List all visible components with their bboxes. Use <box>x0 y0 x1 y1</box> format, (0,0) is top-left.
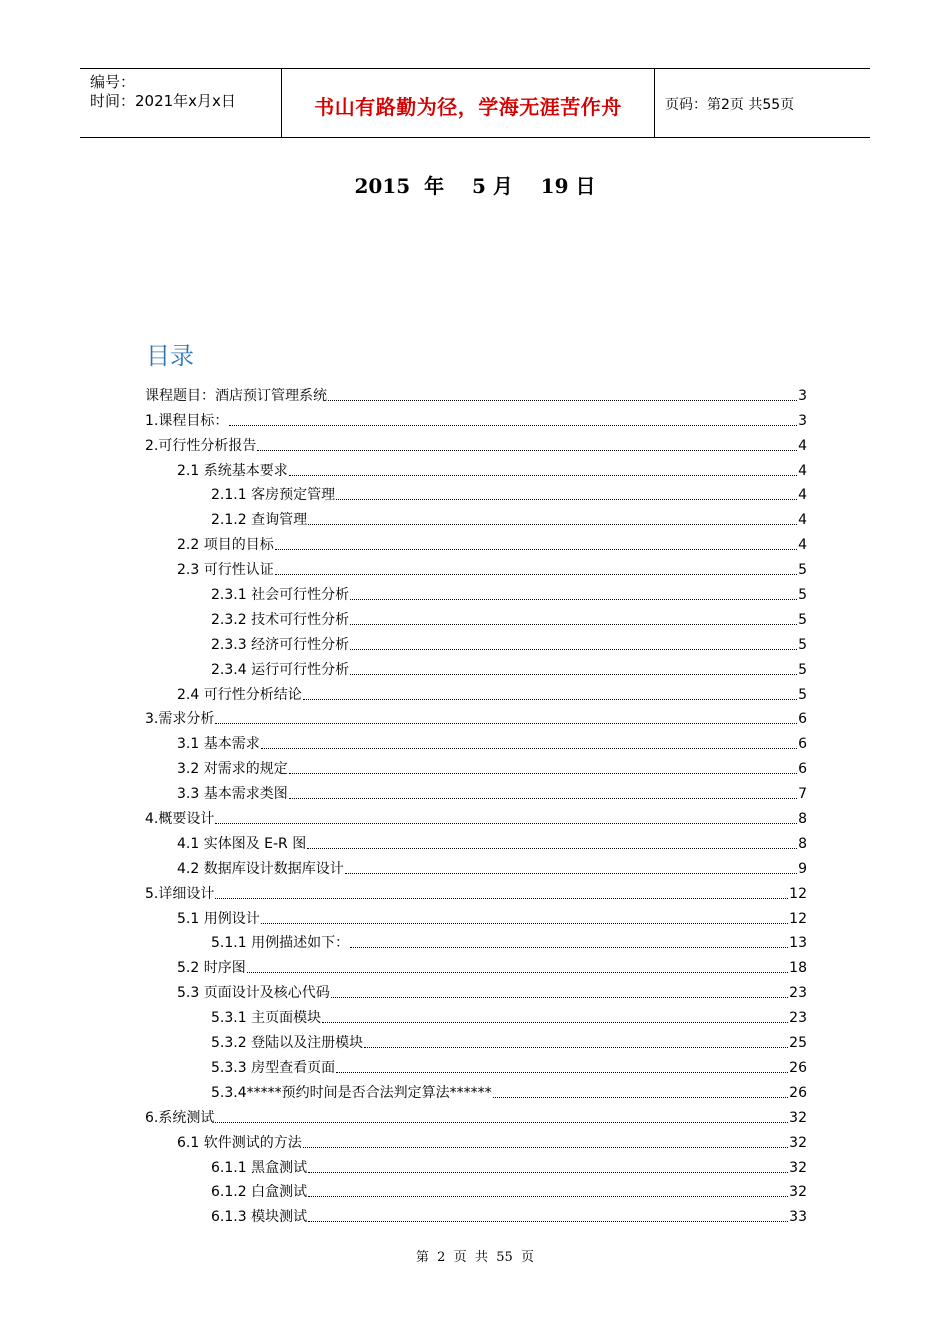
toc-entry[interactable] <box>145 1152 807 1177</box>
toc-entry[interactable] <box>145 1002 807 1027</box>
toc-entry[interactable] <box>145 704 807 729</box>
toc-entry[interactable] <box>145 1027 807 1052</box>
toc-leader-dots <box>308 1221 788 1222</box>
toc-leader-dots <box>364 1047 788 1048</box>
toc-entry-page: 23 <box>789 1010 807 1027</box>
toc-entry[interactable] <box>145 504 807 529</box>
toc-entry-label: 5.3.4*****预约时间是否合法判定算法****** <box>211 1084 492 1101</box>
toc-entry-label: 2.3.2 技术可行性分析 <box>211 611 350 628</box>
toc-entry[interactable] <box>145 529 807 554</box>
toc-entry[interactable] <box>145 977 807 1002</box>
toc-entry-label: 5.3.2 登陆以及注册模块 <box>211 1035 364 1052</box>
toc-leader-dots <box>275 574 797 575</box>
toc-entry[interactable] <box>145 380 807 405</box>
toc-leader-dots <box>215 823 797 824</box>
toc-entry-label: 3.3 基本需求类图 <box>177 786 288 803</box>
toc-entry-page: 32 <box>789 1159 807 1176</box>
toc-leader-dots <box>275 549 797 550</box>
toc-leader-dots <box>331 997 788 998</box>
toc-entry-label: 2.可行性分析报告 <box>145 437 257 454</box>
id-label: 编号： <box>90 73 136 91</box>
toc-entry[interactable] <box>145 679 807 704</box>
toc-leader-dots <box>215 1122 788 1123</box>
toc-leader-dots <box>308 1196 788 1197</box>
toc-leader-dots <box>350 947 788 948</box>
toc-leader-dots <box>328 400 797 401</box>
toc-entry-page: 6 <box>798 761 807 778</box>
header-meta <box>80 69 282 137</box>
toc-entry[interactable] <box>145 579 807 604</box>
toc-entry-page: 32 <box>789 1109 807 1126</box>
toc-entry-label: 2.3.1 社会可行性分析 <box>211 587 350 604</box>
toc-entry[interactable] <box>145 1177 807 1202</box>
toc-entry[interactable] <box>145 778 807 803</box>
header-page-cell <box>655 69 870 137</box>
toc-entry-label: 6.1 软件测试的方法 <box>177 1134 302 1151</box>
toc-entry-page: 5 <box>798 611 807 628</box>
toc-entry-label: 5.详细设计 <box>145 885 215 902</box>
toc-entry-page: 26 <box>789 1059 807 1076</box>
toc-entry-page: 26 <box>789 1084 807 1101</box>
motto-text: 书山有路勤为径，学海无涯苦作舟 <box>314 94 622 119</box>
toc-entry-page: 12 <box>789 885 807 902</box>
toc-leader-dots <box>350 624 797 625</box>
toc-entry-page: 32 <box>789 1184 807 1201</box>
toc-entry[interactable] <box>145 629 807 654</box>
toc-entry-page: 3 <box>798 387 807 404</box>
toc-entry-page: 25 <box>789 1035 807 1052</box>
toc-entry[interactable] <box>145 604 807 629</box>
toc-leader-dots <box>307 848 797 849</box>
toc-entry-page: 5 <box>798 636 807 653</box>
time-label: 时间：2021年x月x日 <box>90 92 236 110</box>
toc-entry-label: 4.2 数据库设计数据库设计 <box>177 860 344 877</box>
toc-entry-page: 4 <box>798 462 807 479</box>
toc-leader-dots <box>289 475 797 476</box>
toc-entry-page: 6 <box>798 711 807 728</box>
toc-entry-label: 2.2 项目的目标 <box>177 537 274 554</box>
toc-entry-label: 4.概要设计 <box>145 811 215 828</box>
toc-leader-dots <box>350 674 797 675</box>
toc-entry-label: 3.1 基本需求 <box>177 736 260 753</box>
toc-title: 目录 <box>146 342 194 370</box>
toc-leader-dots <box>261 923 788 924</box>
toc-entry-page: 7 <box>798 786 807 803</box>
table-of-contents <box>145 380 807 1226</box>
toc-entry[interactable] <box>145 803 807 828</box>
toc-entry[interactable] <box>145 903 807 928</box>
toc-entry[interactable] <box>145 455 807 480</box>
toc-entry-page: 8 <box>798 811 807 828</box>
toc-entry-label: 3.需求分析 <box>145 711 215 728</box>
toc-entry-label: 5.1.1 用例描述如下： <box>211 935 350 952</box>
toc-entry-label: 2.3 可行性认证 <box>177 562 274 579</box>
toc-entry-page: 18 <box>789 960 807 977</box>
toc-entry[interactable] <box>145 828 807 853</box>
toc-leader-dots <box>308 524 797 525</box>
toc-leader-dots <box>215 723 797 724</box>
toc-entry-label: 6.系统测试 <box>145 1109 215 1126</box>
toc-entry-label: 3.2 对需求的规定 <box>177 761 288 778</box>
toc-entry-page: 5 <box>798 661 807 678</box>
toc-entry[interactable] <box>145 554 807 579</box>
toc-entry[interactable] <box>145 654 807 679</box>
toc-entry-page: 12 <box>789 910 807 927</box>
toc-leader-dots <box>257 450 797 451</box>
toc-entry-label: 6.1.2 白盒测试 <box>211 1184 308 1201</box>
toc-entry[interactable] <box>145 480 807 505</box>
toc-entry-label: 2.4 可行性分析结论 <box>177 686 302 703</box>
document-date: 2015 年 5 月 19 日 <box>354 174 596 198</box>
toc-leader-dots <box>345 873 797 874</box>
toc-leader-dots <box>303 1147 788 1148</box>
toc-entry-page: 5 <box>798 686 807 703</box>
toc-leader-dots <box>336 1072 788 1073</box>
toc-entry[interactable] <box>145 1127 807 1152</box>
toc-entry-label: 1.课程目标： <box>145 412 229 429</box>
toc-entry[interactable] <box>145 753 807 778</box>
toc-leader-dots <box>308 1172 788 1173</box>
toc-leader-dots <box>247 972 788 973</box>
toc-entry-page: 4 <box>798 512 807 529</box>
toc-entry-page: 5 <box>798 587 807 604</box>
toc-leader-dots <box>350 599 797 600</box>
toc-entry-label: 5.3 页面设计及核心代码 <box>177 985 330 1002</box>
toc-entry-label: 6.1.3 模块测试 <box>211 1209 308 1226</box>
toc-entry-page: 5 <box>798 562 807 579</box>
toc-leader-dots <box>322 1022 788 1023</box>
toc-entry[interactable] <box>145 952 807 977</box>
toc-entry-page: 8 <box>798 835 807 852</box>
toc-entry-label: 5.1 用例设计 <box>177 910 260 927</box>
header-motto-cell <box>282 69 655 137</box>
toc-entry-label: 2.3.3 经济可行性分析 <box>211 636 350 653</box>
toc-entry[interactable] <box>145 853 807 878</box>
toc-entry[interactable] <box>145 1102 807 1127</box>
toc-entry[interactable] <box>145 1077 807 1102</box>
toc-entry-label: 5.3.3 房型查看页面 <box>211 1059 336 1076</box>
toc-entry-label: 5.3.1 主页面模块 <box>211 1010 322 1027</box>
toc-entry-page: 13 <box>789 935 807 952</box>
toc-entry-page: 4 <box>798 437 807 454</box>
toc-leader-dots <box>336 499 797 500</box>
toc-entry-label: 2.1.2 查询管理 <box>211 512 308 529</box>
toc-leader-dots <box>303 699 797 700</box>
toc-entry[interactable] <box>145 728 807 753</box>
toc-leader-dots <box>289 798 797 799</box>
toc-entry-page: 3 <box>798 412 807 429</box>
page-header <box>80 68 870 138</box>
toc-entry-page: 32 <box>789 1134 807 1151</box>
toc-entry[interactable] <box>145 430 807 455</box>
toc-entry-label: 2.3.4 运行可行性分析 <box>211 661 350 678</box>
page-footer: 第 2 页 共 55 页 <box>415 1250 535 1265</box>
toc-leader-dots <box>493 1097 789 1098</box>
toc-entry[interactable] <box>145 928 807 953</box>
toc-entry-page: 23 <box>789 985 807 1002</box>
toc-entry[interactable] <box>145 405 807 430</box>
toc-entry-label: 2.1.1 客房预定管理 <box>211 487 336 504</box>
toc-leader-dots <box>215 898 788 899</box>
toc-entry[interactable] <box>145 1052 807 1077</box>
toc-entry-page: 9 <box>798 860 807 877</box>
toc-entry-label: 4.1 实体图及 E-R 图 <box>177 835 307 852</box>
toc-leader-dots <box>261 748 797 749</box>
toc-leader-dots <box>289 773 797 774</box>
toc-entry-label: 2.1 系统基本要求 <box>177 462 288 479</box>
toc-entry-label: 6.1.1 黑盒测试 <box>211 1159 308 1176</box>
toc-entry-label: 课程题目：酒店预订管理系统 <box>145 387 327 404</box>
toc-leader-dots <box>229 425 797 426</box>
toc-entry-page: 33 <box>789 1209 807 1226</box>
toc-entry-page: 4 <box>798 487 807 504</box>
toc-entry-label: 5.2 时序图 <box>177 960 246 977</box>
page-label: 页码：第2页 共55页 <box>665 97 795 113</box>
toc-entry[interactable] <box>145 878 807 903</box>
toc-entry[interactable] <box>145 1201 807 1226</box>
toc-entry-page: 6 <box>798 736 807 753</box>
toc-leader-dots <box>350 649 797 650</box>
toc-entry-page: 4 <box>798 537 807 554</box>
